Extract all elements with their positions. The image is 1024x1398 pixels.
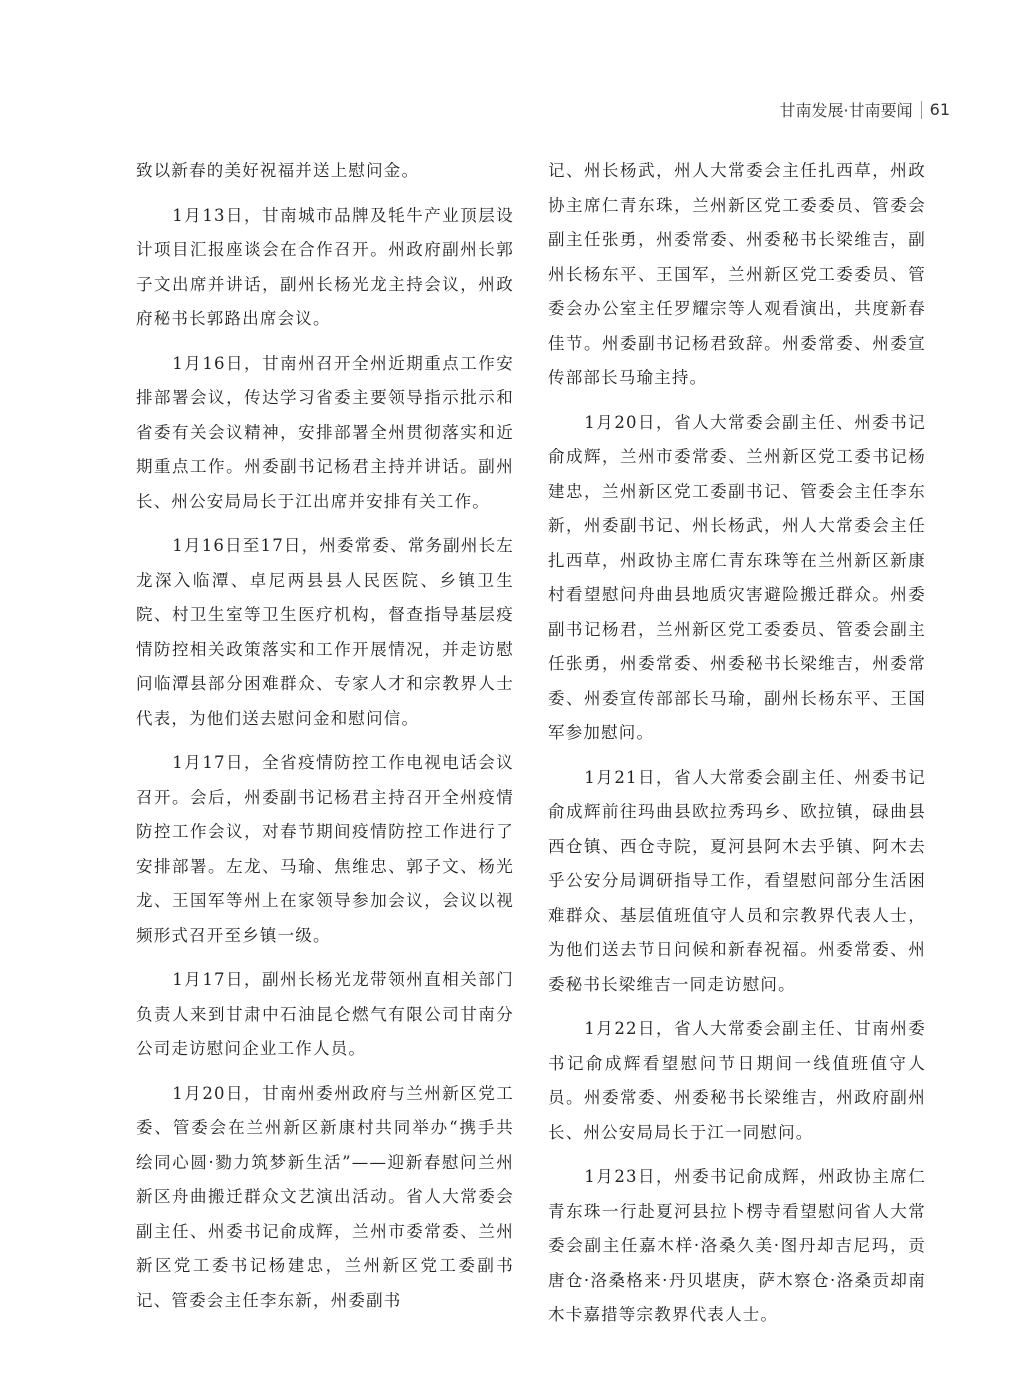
paragraph: 1月16日，甘南州召开全州近期重点工作安排部署会议，传达学习省委主要领导指示批示和省委有关会议精神，安排部署全州贯彻落实和近期重点工作。州委副书记杨君主持并讲话。副州长、州公安局局长于江出席并安排有关工作。 — [136, 353, 514, 511]
paragraph: 记、州长杨武，州人大常委会主任扎西草，州政协主席仁青东珠，兰州新区党工委委员、管委会副主任张勇，州委常委、州委秘书长梁维吉，副州长杨东平、王国军，兰州新区党工委委员、管委会办公室主任罗耀宗等人观看演出，共度新春佳节。州委副书记杨君致辞。州委常委、州委宣传部部长马瑜主持。 — [548, 161, 926, 387]
paragraph: 1月20日，省人大常委会副主任、州委书记俞成辉，兰州市委常委、兰州新区党工委书记杨建忠，兰州新区党工委副书记、管委会主任李东新，州委副书记、州长杨武，州人大常委会主任扎西草，州政协主席仁青东珠等在兰州新区新康村看望慰问舟曲县地质灾害避险搬迁群众。州委副书记杨君，兰州新区党工委委员、管委会副主任张勇，州委常委、州委秘书长梁维吉，州委常委、州委宣传部部长马瑜，副州长杨东平、王国军参加慰问。 — [548, 412, 926, 742]
running-header — [780, 98, 950, 121]
paragraph: 1月17日，副州长杨光龙带领州直相关部门负责人来到甘肃中石油昆仑燃气有限公司甘南分公司走访慰问企业工作人员。 — [136, 970, 514, 1058]
section-title: 甘南发展·甘南要闻 — [779, 101, 913, 120]
paragraph: 1月16日至17日，州委常委、常务副州长左龙深入临潭、卓尼两县县人民医院、乡镇卫生院、村卫生室等卫生医疗机构，督查指导基层疫情防控相关政策落实和工作开展情况，并走访慰问临潭县部分困难群众、专家人才和宗教界人士代表，为他们送去慰问金和慰问信。 — [136, 536, 514, 728]
paragraph: 1月17日，全省疫情防控工作电视电话会议召开。会后，州委副书记杨君主持召开全州疫情防控工作会议，对春节期间疫情防控工作进行了安排部署。左龙、马瑜、焦维忠、郭子文、杨光龙、王国军等州上在家领导参加会议，会议以视频形式召开至乡镇一级。 — [136, 753, 514, 945]
paragraph: 1月22日，省人大常委会副主任、甘南州委书记俞成辉看望慰问节日期间一线值班值守人员。州委常委、州委秘书长梁维吉，州政府副州长、州公安局局长于江一同慰问。 — [548, 1019, 926, 1142]
page-number: 61 — [929, 100, 950, 119]
right-column — [548, 154, 926, 1343]
paragraph: 1月20日，甘南州委州政府与兰州新区党工委、管委会在兰州新区新康村共同举办“携手共绘同心圆·勠力筑梦新生活”——迎新春慰问兰州新区舟曲搬迁群众文艺演出活动。省人大常委会副主任、州委书记俞成辉，兰州市委常委、兰州新区党工委书记杨建忠，兰州新区党工委副书记、管委会主任李东新，州委副书 — [136, 1083, 514, 1310]
paragraph: 致以新春的美好祝福并送上慰问金。 — [136, 161, 420, 180]
paragraph: 1月21日，省人大常委会副主任、州委书记俞成辉前往玛曲县欧拉秀玛乡、欧拉镇，碌曲县西仓镇、西仓寺院，夏河县阿木去乎镇、阿木去乎公安分局调研指导工作，看望慰问部分生活困难群众、基层值班值守人员和宗教界代表人士，为他们送去节日问候和新春祝福。州委常委、州委秘书长梁维吉一同走访慰问。 — [548, 767, 926, 994]
left-column — [136, 154, 514, 1328]
paragraph: 1月23日，州委书记俞成辉，州政协主席仁青东珠一行赴夏河县拉卜楞寺看望慰问省人大常委会副主任嘉木样·洛桑久美·图丹却吉尼玛，贡唐仓·洛桑格来·丹贝堪庚，萨木察仓·洛桑贡却南木卡嘉措等宗教界代表人士。 — [548, 1167, 926, 1324]
paragraph: 1月13日，甘南城市品牌及牦牛产业顶层设计项目汇报座谈会在合作召开。州政府副州长郭子文出席并讲话，副州长杨光龙主持会议，州政府秘书长郭路出席会议。 — [136, 205, 514, 328]
header-divider — [921, 101, 922, 119]
